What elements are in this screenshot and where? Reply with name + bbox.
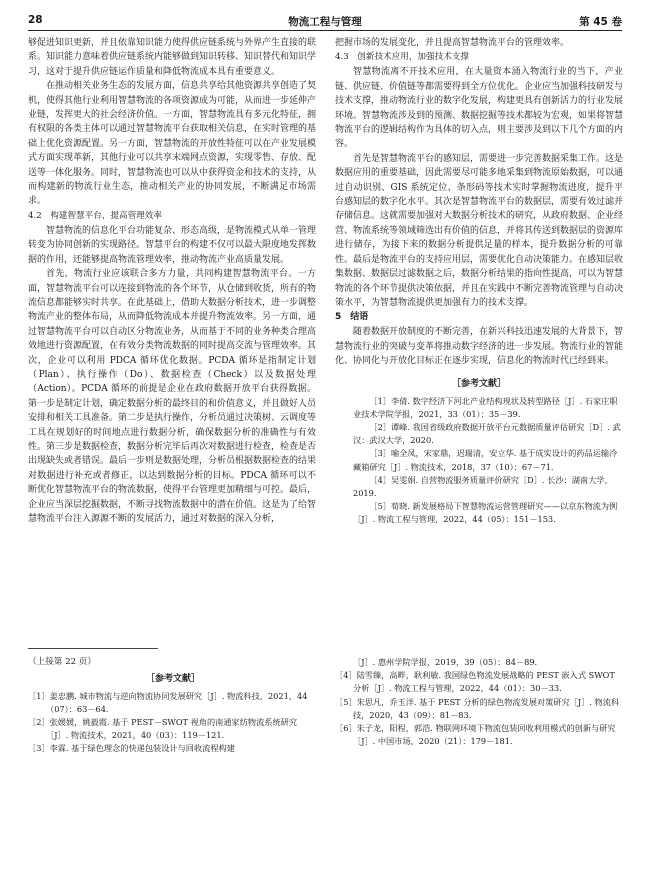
left-column — [28, 36, 316, 526]
paragraph: 随着数据开放制度的不断完善，在新兴科技迅速发展的大背景下，智慧物流行业的突破与变革将推动数字经济的进一步发展。物流行业的智能化、协同化与开放化目标正在逐步实现，信息化的物流时代已经到来。 — [335, 327, 624, 367]
reference-item: ［2］谭峰. 我国省级政府数据开放平台元数据质量评估研究［D］. 武汉：武汉大学，2020. — [353, 421, 621, 446]
reference-item: ［3］喻全凤，宋家鼎，迟瑞清，安立华. 基于成实设计的药品运输冷藏箱研究［J］. 物流技术，2018，37（10）：67－71. — [353, 448, 618, 472]
references-heading: ［参考文献］ — [451, 378, 506, 389]
paragraph: 够促进知识更新，并且依靠知识能力使得供应链系统与外界产生直接的联系。知识能力意味着供应链系统内能够做到知识转移、知识替代和知识学习，这对于提升供应链运作质量和降低物流成本具有重要意义。 — [28, 38, 317, 77]
reference-item: ［4］吴雯娟. 自营物流服务质量评价研究［D］. 长沙：湖南大学，2019. — [353, 474, 613, 498]
page-number: 28 — [28, 14, 43, 26]
volume-label: 第 45 卷 — [579, 16, 622, 28]
paragraph: 首先是智慧物流平台的感知层，需要进一步完善数据采集工作。这是数据应用的重要基础，因此需要尽可能多地采集到物流原始数据，可以通过自动识别、GIS 系统定位、条形码等技术实时掌握物流进度，提升平台感知层的数字化水平。其次是智慧物流平台的数据层，需要有效过滤并存储信息。这就需要加强对大数据分析技术的研究，从政府数据、企业经营、物流系统等领域筛选出有价值的信息，并将其传送到数据层的资源库进行储存，为接下来的数据分析提供足量的样本，提升数据分析的可靠性。最后是物流平台的支持应用层，需要优化自动决策能力。在感知层收集数据、数据层过滤数据之后，数据分析结果的指向性提高，可以为智慧物流的各个环节提供决策依据，并且在实践中不断完善物流管理与自动决策水平，为智慧物流提供更加强有力的技术支撑。 — [335, 153, 624, 308]
reference-item: ［1］李倩. 数字经济下河北产业结构现状及转型路径［J］. 石家庄职业技术学院学报，2021，33（01）：35－39. — [353, 395, 618, 419]
reference-item: ［5］荀晓. 新发展格局下智慧物流运营管理研究——以京东物流为例［J］. 物流工程与管理，2022，44（05）：151－153. — [353, 501, 618, 525]
reference-item: ［6］朱子龙，阳程，郭浩. 物联网环境下物流包装回收利用模式的创新与研究［J］. 中国市场，2020（21）：179－181. — [335, 723, 616, 747]
reference-item-continued: ［J］. 惠州学院学报，2019，39（05）：84－89. — [353, 657, 538, 667]
reference-item: ［5］朱思凡，乔玉洋. 基于 PEST 分析的绿色物流发展对策研究［J］. 物流科技，2020，43（09）：81－83. — [335, 696, 620, 720]
page-header — [28, 14, 622, 30]
section-heading-4-3: 4.3 创新技术应用，加强技术支撑 — [335, 52, 469, 63]
bottom-references-heading: ［参考文献］ — [145, 673, 200, 684]
right-column — [335, 36, 623, 527]
paragraph: 智慧物流离不开技术应用，在大量资本涌入物流行业的当下，产业链、供应链、价值链等都需要得到全方位优化。企业应当加强科技研发与技术支撑，推动物流行业的数字化发展，构建更具有创新活力的行业发展环境。智慧物流涉及到的预测、数据挖掘等技术都较为宏观，如果将智慧物流平台的逻辑结构作为具体的切入点，则主要涉及到以下几个方面的内容。 — [335, 67, 624, 150]
journal-title: 物流工程与管理 — [288, 16, 362, 28]
bottom-left-references — [28, 656, 318, 756]
paragraph: 智慧物流的信息化平台功能复杂、形态高级，是物流模式从单一管理转变为协同创新的实现路径。智慧平台的构建不仅可以最大限度地发挥数据的作用，还能够提高物流管理效率，推动物流产业高质量发展。 — [28, 225, 317, 265]
continued-note: （上接第 22 页） — [28, 657, 96, 667]
header-rule — [28, 30, 622, 31]
footnote-separator — [28, 648, 158, 649]
section-heading-4-2: 4.2 构建智慧平台，提高管理效率 — [28, 210, 162, 221]
paragraph: 把握市场的发展变化，并且提高智慧物流平台的管理效率。 — [335, 38, 570, 48]
paragraph: 首先，物流行业应该联合多方力量，共同构建智慧物流平台。一方面，智慧物流平台可以连接到物流的各个环节，从仓储到收货，所有的物流信息都能够实时共享。在此基础上，借助大数据分析技术，进一步调整物流产业的整体布局，从而降低物流成本并提升物流效率。另一方面，通过智慧物流平台可以自动区分物流业务，从而基于不同的业务种类合理高效地进行资源配置，在有效分类物流数据的同时提高交流与管理效率。其次，企业可以利用 PDCA 循环优化数据。PCDA 循环是指制定计划（Plan）、执行操作（Do）、数据检查（Check）以及数据处理（Action）。PCDA 循环的前提是企业在政府数据开放平台获得数据。第一步是制定计划，确定数据分析的最终目的和价值意义，并且做好人员安排和相关工具准备。第二步是执行操作，分析员通过决策树、云调度等工具在规划好的时间地点进行数据分析，确保数据分析的准确性与有效性。第三步是数据检查，数据分析完毕后再次对数据进行检查，检查是否出现缺失或者错误。最后一步则是数据处理，分析员根据数据检查的结果对数据进行补充或者修正，以达到数据分析的目标。PDCA 循环可以不断优化智慧物流平台的物流数据，使得平台管理更加精细与可控。最后，企业应当深层挖掘数据，不断寻找物流数据中的潜在价值。这是为了给智慧物流平台注入源源不断的发展活力，通过对数据的深入分析， — [28, 269, 317, 524]
paragraph: 在推动相关业务生态的发展方面，信息共享给其他资源共享创造了契机，使得其他行业利用智慧物流的各项资源成为可能，从而进一步延伸产业链，发挥更大的社会经济价值。一方面，智慧物流具有多元化特征，拥有权限的各类主体可以通过智慧物流平台获取相关信息，在实时管理的基础上优化资源配置。另一方面，智慧物流的开放性特征可以在产业发展模式方面实现革新，其他行业可以共享末端网点资源，实现零售、存放、配送等一体化服务。同时，智慧物流也可以从中获得资金和技术的支持，从而构建新的物流行业生态，推动相关产业的协同发展，不断满足市场需求。 — [28, 81, 317, 207]
bottom-right-references — [335, 656, 623, 748]
reference-item: ［1］姜忠鹏. 城市物流与逆向物流协同发展研究［J］. 物流科技，2021，44（07）：63－64. — [28, 690, 308, 714]
section-heading-5: 5 结语 — [335, 312, 369, 323]
reference-item: ［3］李霖. 基于绿色理念的快递包装设计与回收流程构建 — [28, 743, 235, 754]
reference-item: ［4］陆雪臻，高畔，耿利敏. 我国绿色物流发展战略的 PEST 嵌入式 SWOT 分析［J］. 物流工程与管理，2022，44（01）：30－33. — [335, 670, 615, 694]
reference-item: ［2］张媛媛，姚毅霞. 基于 PEST－SWOT 视角的南通家纺物流系统研究［J］. 物流技术，2021，40（03）：119－121. — [28, 717, 298, 741]
